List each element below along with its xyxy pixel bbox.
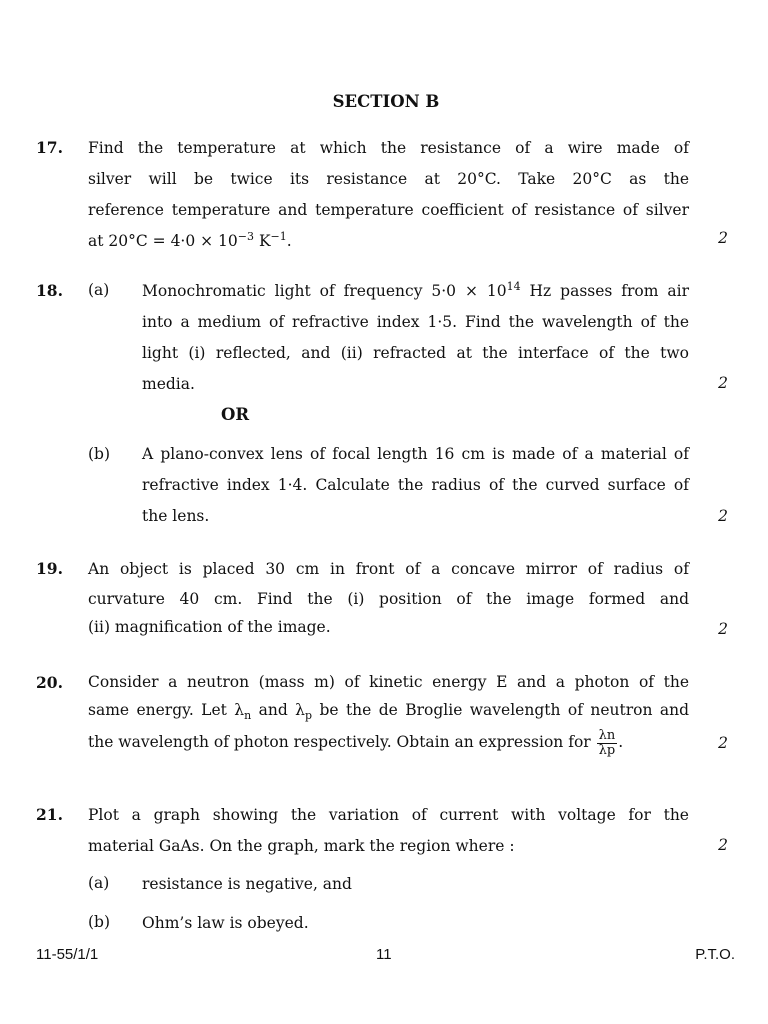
q17-line-1: Find the temperature at which the resistance of a wire made of [88, 139, 689, 157]
q21-line-2: material GaAs. On the graph, mark the region where : [88, 837, 515, 855]
paper-code: 11-55/1/1 [36, 946, 99, 963]
q18-part-a-text [142, 276, 689, 400]
q17-line-4: at $20^\circ C = 4\cdot 0 \times 10^{-3}$ $K^{-1}$. [88, 229, 292, 250]
marks-17: 2 [718, 229, 728, 247]
q21-part-b-text: Ohm’s law is obeyed. [142, 914, 309, 932]
q19-line-3: (ii) magnification of the image. [88, 618, 331, 636]
q21-part-b-label: (b) [88, 913, 111, 931]
question-number-19: 19. [36, 559, 63, 578]
lambda-ratio-fraction: $\frac{\lambda n}{\lambda p}$ [598, 727, 616, 758]
question-21-text [88, 800, 689, 862]
section-title: SECTION B [332, 92, 440, 111]
q18a-line-3: light (i) reflected, and (ii) refracted at the interface of the two [142, 344, 689, 362]
question-number-21: 21. [36, 805, 63, 824]
question-19-text [88, 554, 689, 641]
q20-line-1: Consider a neutron (mass m) of kinetic energy E and a photon of the [88, 673, 689, 691]
marks-20: 2 [718, 734, 728, 752]
q18-part-b-text [142, 439, 689, 532]
question-number-20: 20. [36, 673, 63, 692]
marks-18b: 2 [718, 507, 728, 525]
q18b-line-2: refractive index 1·4. Calculate the radius of the curved surface of [142, 476, 689, 494]
question-number-18: 18. [36, 281, 63, 300]
q21-part-a-label: (a) [88, 874, 110, 892]
q18b-line-3: the lens. [142, 507, 210, 525]
q19-line-1: An object is placed 30 cm in front of a concave mirror of radius of [88, 560, 689, 578]
q17-line-2: silver will be twice its resistance at 20°C. Take 20°C as the [88, 170, 689, 188]
q19-line-2: curvature 40 cm. Find the (i) position of the image formed and [88, 590, 689, 608]
q18-part-a-label: (a) [88, 281, 110, 299]
page-number: 11 [376, 946, 392, 963]
marks-18a: 2 [718, 374, 728, 392]
q18-part-b-label: (b) [88, 445, 111, 463]
q18b-line-1: A plano-convex lens of focal length 16 cm is made of a material of [142, 445, 689, 463]
q17-line-3: reference temperature and temperature coefficient of resistance of silver [88, 201, 689, 219]
q18a-line-2: into a medium of refractive index 1·5. Find the wavelength of the [142, 313, 689, 331]
q18a-line-4: media. [142, 375, 195, 393]
question-number-17: 17. [36, 138, 63, 157]
q21-line-1: Plot a graph showing the variation of current with voltage for the [88, 806, 689, 824]
question-17-text [88, 133, 689, 257]
q18a-line-1: Monochromatic light of frequency $5\cdot 0 \times 10^{14}$ Hz passes from air [142, 279, 689, 300]
or-separator: OR [221, 405, 250, 424]
q20-line-2: same energy. Let $\lambda_n$ and $\lambda_p$ be the de Broglie wavelength of neutron and [88, 701, 689, 723]
please-turn-over: P.T.O. [695, 946, 735, 963]
marks-21: 2 [718, 836, 728, 854]
question-20-text [88, 668, 689, 758]
q21-part-a-text: resistance is negative, and [142, 875, 352, 893]
marks-19: 2 [718, 620, 728, 638]
q20-line-3: the wavelength of photon respectively. Obtain an expression for $\frac{\lambda n}{\lambda p}$ . [88, 727, 624, 758]
